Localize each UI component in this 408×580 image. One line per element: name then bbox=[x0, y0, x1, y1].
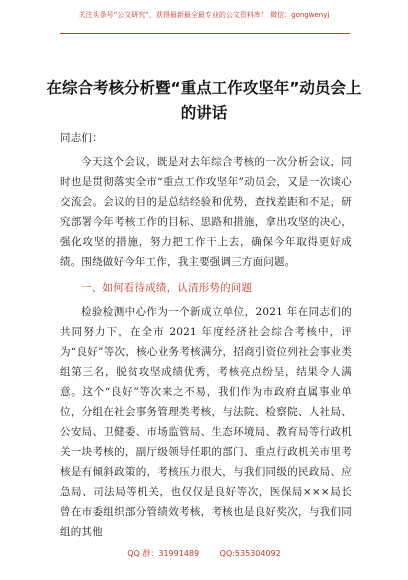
document-title: 在综合考核分析暨“重点工作攻坚年”动员会上的讲话 bbox=[46, 79, 362, 122]
section-heading: 一、如何看待成绩，认清形势的问题 bbox=[81, 282, 253, 294]
header-notice: 关注头条号“公文研究”，获得最新最全最专业的公文资料库！ 微信：gongwenyj bbox=[78, 11, 330, 19]
intro-paragraph: 今天这个会议，既是对去年综合考核的一次分析会议，同时也是贯彻落实全市“重点工作攻坚年”动员会，又是一次谈心交流会。会议的目的是总结经验和优势，查找差距和不足，研究部署今年考核工作的目标、思路和措施，拿出攻坚的决心，强化攻坚的措施，努力把工作干上去，确保今年取得更好成绩。围绕做好今年工作，我主要强调三方面问题。 bbox=[60, 156, 352, 268]
document-body bbox=[60, 128, 352, 542]
header-divider bbox=[60, 33, 350, 34]
footer-qq: QQ:535304092 bbox=[219, 549, 281, 558]
section-paragraph: 检验检测中心作为一个新成立单位，2021 年在同志们的共同努力下，在全市 2021 年度经济社会综合考核中，评为“良好”等次，核心业务考核满分，招商引资位列社会事业类组第三名，脱贫攻坚成绩优秀，考核亮点纷呈，结果令人满意。这个“良好”等次来之不易，我们作为市政府直属事业单位，分组在社会事务管理类考核，与法院、检察院、人社局、公安局、卫健委、市场监管局、生态环境局、教育局等行政机关一块考核的，副厅级领导任职的部门、重点行政机关市里考核是有倾斜政策的，考核压力很大，与我们同级的民政局、应急局、司法局等机关，也仅仅是良好等次，医保局×××局长曾在市委组织部分管绩效考核，考核也是良好奖次，与我们同组的其他 bbox=[60, 306, 352, 538]
salutation: 同志们： bbox=[60, 132, 103, 144]
footer-qq-group: QQ 群：31991489 bbox=[127, 549, 200, 558]
footer-contact bbox=[0, 548, 408, 559]
